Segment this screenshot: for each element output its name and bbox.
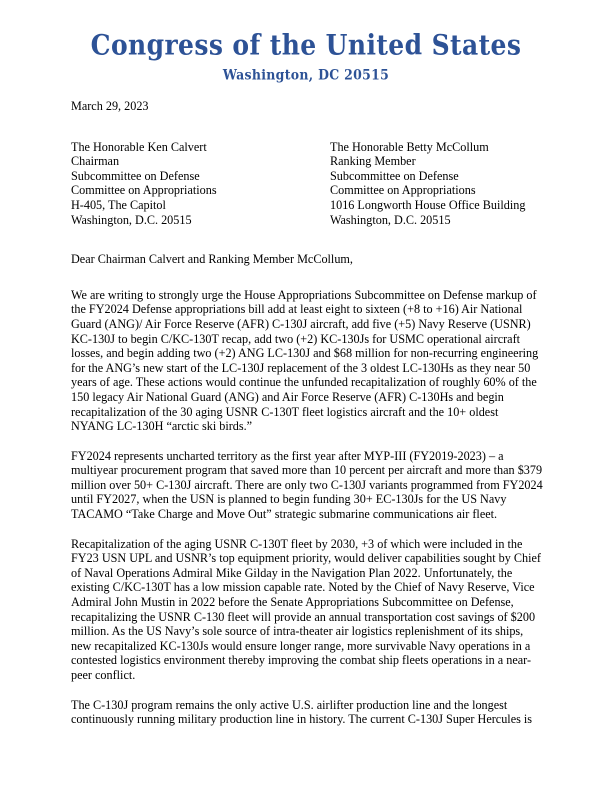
- body-paragraph-4: The C-130J program remains the only active U.S. airlifter production line and the longest continuously running military production line in history. The current C-130J Super Hercules is: [71, 697, 533, 727]
- addressee-line: Chairman: [71, 154, 120, 169]
- letterhead-subtitle: Washington, DC 20515: [222, 66, 390, 84]
- addressee-block: [71, 140, 544, 228]
- letter-body: [71, 99, 544, 727]
- date-line: March 29, 2023: [71, 99, 149, 113]
- body-paragraph-1: We are writing to strongly urge the House Appropriations Subcommittee on Defense markup of the FY2024 Defense appropriations bill add at least eight to sixteen (+8 to +16) Air National Guard (ANG)/ Air Force Reserve (AFR) C-130J aircraft, add five (+5) Navy Reserve (USNR) KC-130J to begin C/KC-130T recap, add two (+2) KC-130Js for USMC operational aircraft losses, and begin adding two (+2) ANG LC-130J and $68 million for non-recurring engineering for the ANG’s new start of the LC-130J replacement of the 3 oldest LC-130Hs as they near 50 years of age. These actions would continue the unfunded recapitalization of roughly 60% of the 150 legacy Air National Guard (ANG) and Air Force Reserve (AFR) C-130Hs and begin recapitalization of the 30 aging USNR C-130T fleet logistics aircraft and the 10+ oldest NYANG LC-130H “arctic ski birds.”: [71, 287, 539, 434]
- letterhead: [0, 28, 612, 84]
- addressee-line: Subcommittee on Defense: [71, 168, 200, 183]
- salutation: Dear Chairman Calvert and Ranking Member McCollum,: [71, 252, 353, 267]
- body-paragraph-3: Recapitalization of the aging USNR C-130T fleet by 2030, +3 of which were included in the FY23 USN UPL and USNR’s top equipment priority, would deliver capabilities sought by Chief of Naval Operations Admiral Mike Gilday in the Navigation Plan 2022. Unfortunately, the existing C/KC-130T has a low mission capable rate. Noted by the Chief of Navy Reserve, Vice Admiral John Mustin in 2022 before the Senate Appropriations Subcommittee on Defense, recapitalizing the USNR C-130 fleet will provide an annual transportation cost savings of $200 million. As the US Navy’s sole source of intra-theater air logistics replenishment of its ships, new recapitalized KC-130Js would ensure longer range, more survivable Navy operations in a contested logistics environment thereby improving the combat ship fleets operations in a near-peer conflict.: [71, 536, 541, 682]
- addressee-line: The Honorable Ken Calvert: [71, 139, 207, 154]
- addressee-line: 1016 Longworth House Office Building: [330, 197, 526, 212]
- body-paragraph-2: FY2024 represents uncharted territory as the first year after MYP-III (FY2019-2023) – a multiyear procurement program that saved more than 10 percent per aircraft and more than $379 million over 50+ C-130J aircraft. There are only two C-130J variants programmed from FY2024 until FY2027, when the USN is planned to begin funding 30+ EC-130Js for the US Navy TACAMO “Take Charge and Move Out” strategic submarine communications air fleet.: [71, 448, 543, 522]
- addressee-line: The Honorable Betty McCollum: [330, 139, 489, 154]
- addressee-line: Subcommittee on Defense: [330, 168, 459, 183]
- addressee-line: Committee on Appropriations: [330, 183, 476, 198]
- addressee-line: H-405, The Capitol: [71, 197, 166, 212]
- letterhead-title: Congress of the United States: [90, 28, 522, 62]
- addressee-line: Ranking Member: [330, 154, 416, 169]
- addressee-line: Washington, D.C. 20515: [330, 212, 451, 227]
- addressee-ranking-member: [330, 140, 544, 228]
- addressee-chairman: [71, 140, 330, 228]
- addressee-line: Washington, D.C. 20515: [71, 212, 192, 227]
- addressee-line: Committee on Appropriations: [71, 183, 217, 198]
